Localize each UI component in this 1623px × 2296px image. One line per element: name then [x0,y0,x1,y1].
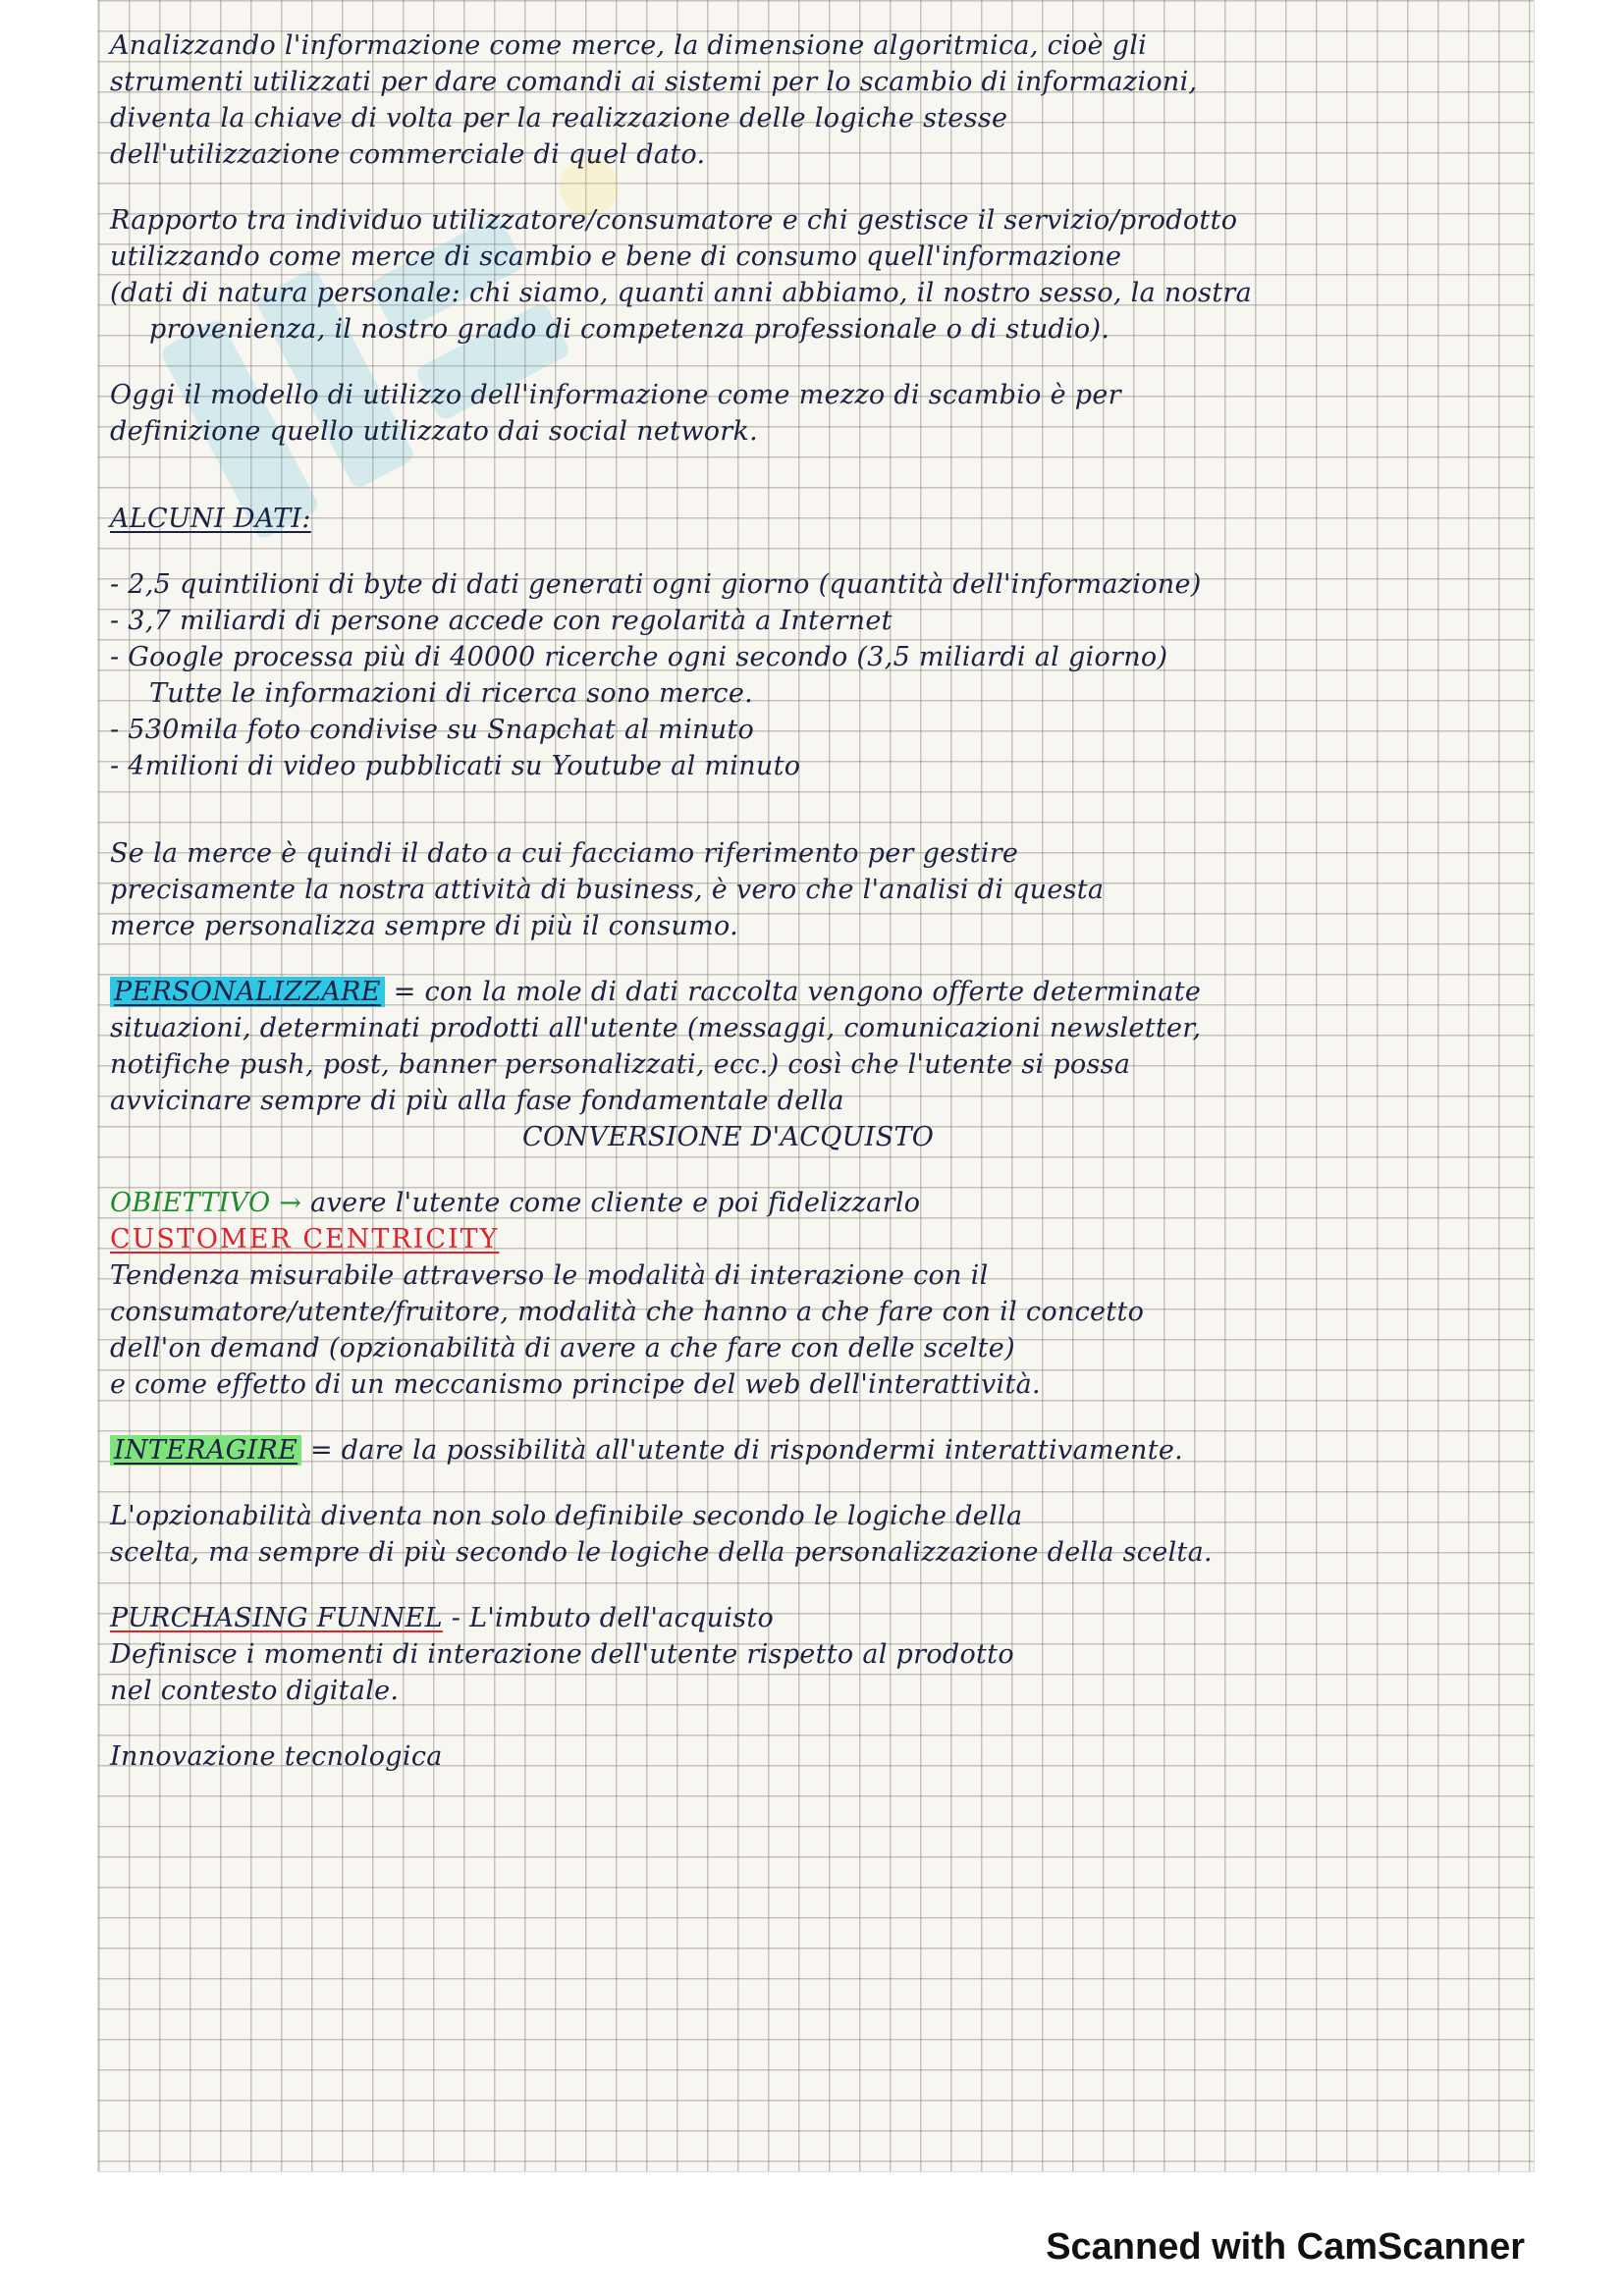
list-item: - Google processa più di 40000 ricerche ogni secondo (3,5 miliardi al giorno) [110,642,1168,672]
text-line: merce personalizza sempre di più il consumo. [110,911,738,941]
text-line: situazioni, determinati prodotti all'utente (messaggi, comunicazioni newsletter, [110,1013,1202,1043]
text-line: Rapporto tra individuo utilizzatore/consumatore e chi gestisce il servizio/prodotto [110,205,1238,236]
text-line: Se la merce è quindi il dato a cui facciamo riferimento per gestire [110,838,1019,869]
section-alcuni-dati [110,501,1504,784]
list-item: - 530mila foto condivise su Snapchat al minuto [110,715,755,745]
text-line: diventa la chiave di volta per la realizzazione delle logiche stesse [110,103,1008,133]
text-line: avere l'utente come cliente e poi fidelizzarlo [310,1188,921,1218]
text-line: (dati di natura personale: chi siamo, quanti anni abbiamo, il nostro sesso, la nostra [110,278,1253,308]
text-line: e come effetto di un meccanismo principe del web dell'interattività. [110,1369,1041,1400]
list-item: - 3,7 miliardi di persone accede con regolarità a Internet [110,606,893,636]
text-line: notifiche push, post, banner personalizzati, ecc.) così che l'utente si possa [110,1049,1131,1080]
text-line: avvicinare sempre di più alla fase fondamentale della [110,1086,844,1116]
text-line: nel contesto digitale. [110,1676,400,1706]
definition-interagire [110,1432,1504,1468]
underlined-term: PURCHASING FUNNEL [110,1603,443,1633]
text-line: provenienza, il nostro grado di competenza professionale o di studio). [149,314,1110,345]
text-line: definizione quello utilizzato dai social network. [110,416,759,447]
handwritten-notes [110,27,1504,1775]
definition-purchasing-funnel [110,1600,1504,1709]
text-line: dell'on demand (opzionabilità di avere a che fare con delle scelte) [110,1333,1015,1363]
text-line: precisamente la nostra attività di business, è vero che l'analisi di questa [110,875,1105,905]
definition-obiettivo [110,1185,1504,1403]
list-item: Tutte le informazioni di ricerca sono merce. [149,678,754,709]
text-line: L'opzionabilità diventa non solo definibile secondo le logiche della [110,1501,1023,1531]
red-term: CUSTOMER CENTRICITY [110,1224,500,1255]
text-line: Tendenza misurabile attraverso le modalità di interazione con il [110,1260,989,1291]
text-line: scelta, ma sempre di più secondo le logiche della personalizzazione della scelta. [110,1537,1213,1568]
text-line: = dare la possibilità all'utente di rispondermi interattivamente. [310,1435,1184,1466]
text-line: consumatore/utente/fruitore, modalità che hanno a che fare con il concetto [110,1297,1145,1327]
text-line: dell'utilizzazione commerciale di quel dato. [110,139,706,170]
paragraph-oggi [110,377,1504,450]
text-line: = con la mole di dati raccolta vengono offerte determinate [393,977,1202,1007]
text-line: strumenti utilizzati per dare comandi ai sistemi per lo scambio di informazioni, [110,67,1198,97]
list-item: - 4milioni di video pubblicati su Youtube al minuto [110,751,801,781]
highlighted-term: PERSONALIZZARE [110,977,385,1007]
section-heading: ALCUNI DATI: [110,504,311,534]
list-item: - 2,5 quintilioni di byte di dati generati ogni giorno (quantità dell'informazione) [110,569,1202,600]
text-line: utilizzando come merce di scambio e bene di consumo quell'informazione [110,241,1122,272]
paragraph-opzionabilita [110,1498,1504,1571]
definition-personalizzare [110,974,1504,1155]
text-line: - L'imbuto dell'acquisto [451,1603,775,1633]
paragraph-merce [110,835,1504,944]
paragraph-rapporto [110,202,1504,347]
text-line-innovazione: Innovazione tecnologica [110,1741,443,1772]
paragraph-intro [110,27,1504,173]
text-line: CONVERSIONE D'ACQUISTO [522,1122,935,1152]
text-line: Analizzando l'informazione come merce, la dimensione algoritmica, cioè gli [110,30,1148,61]
text-line: Definisce i momenti di interazione dell'utente rispetto al prodotto [110,1639,1014,1670]
notebook-page [98,0,1534,2171]
arrow-icon: → [279,1188,302,1218]
highlighted-term: INTERAGIRE [110,1435,301,1466]
text-line: Oggi il modello di utilizzo dell'informazione come mezzo di scambio è per [110,380,1121,410]
green-label: OBIETTIVO [110,1188,271,1218]
scanner-footer: Scanned with CamScanner [1046,2226,1525,2268]
